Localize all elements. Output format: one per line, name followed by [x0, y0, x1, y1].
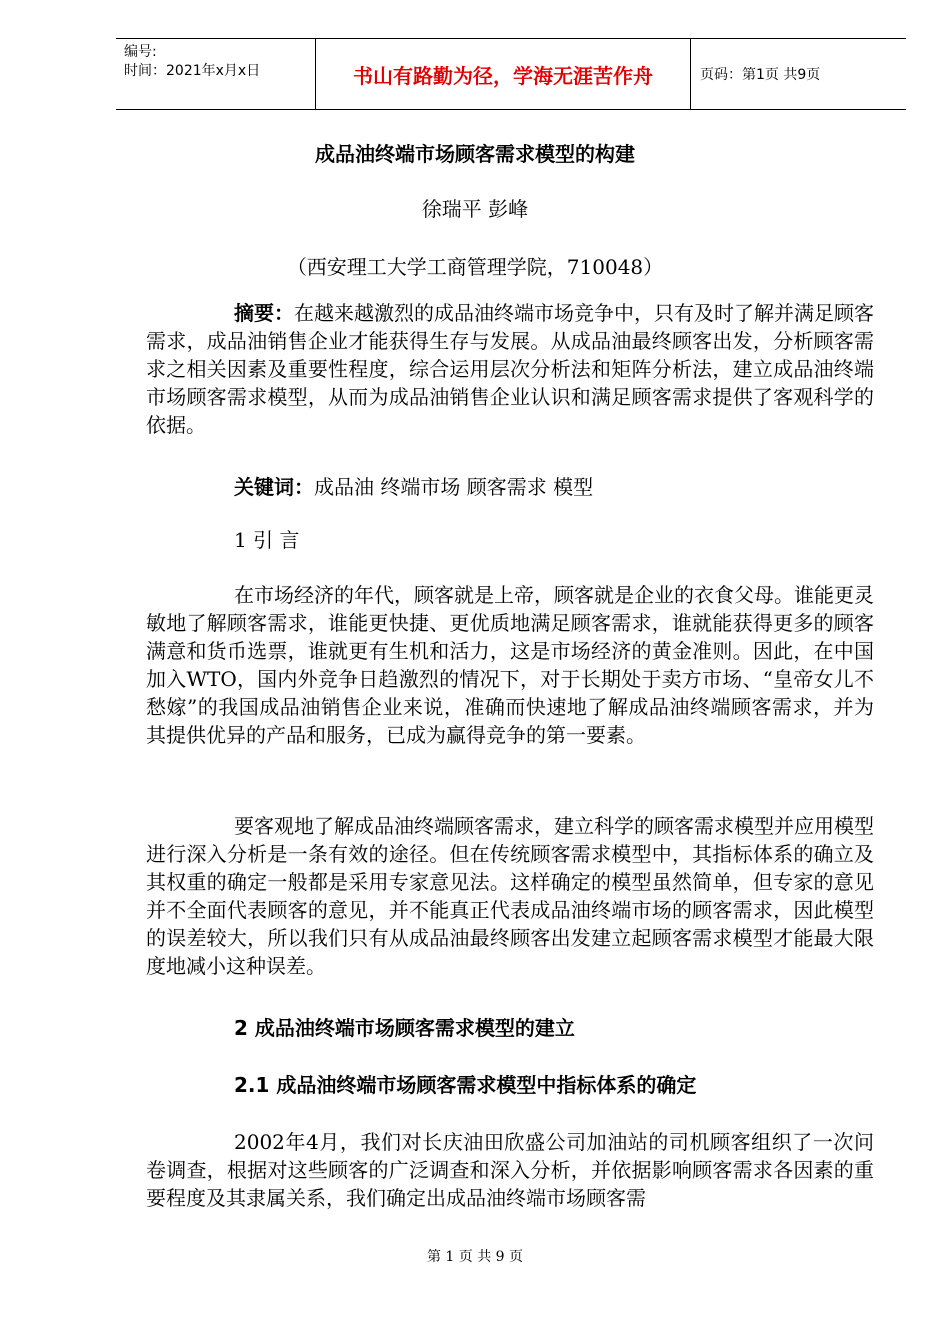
- motto-cell: [316, 39, 691, 109]
- keywords-label: 关键词：: [234, 475, 314, 499]
- page-info-text: 页码：第1页 共9页: [700, 67, 821, 83]
- section-1-heading: 1 引 言: [234, 528, 300, 552]
- keywords-paragraph: [146, 473, 874, 501]
- article-authors: 徐瑞平 彭峰: [421, 197, 529, 221]
- time-label: 时间：2021年x月x日: [124, 63, 261, 79]
- abstract-text: 在越来越激烈的成品油终端市场竞争中，只有及时了解并满足顾客需求，成品油销售企业才能获得生存与发展。从成品油最终顾客出发，分析顾客需求之相关因素及重要性程度，综合运用层次分析法和矩阵分析法，建立成品油终端市场顾客需求模型，从而为成品油销售企业认识和满足顾客需求提供了客观科学的依据。: [146, 301, 874, 437]
- article-title: 成品油终端市场顾客需求模型的构建: [315, 142, 635, 166]
- motto-text: 书山有路勤为径，学海无涯苦作舟: [353, 63, 653, 88]
- number-label: 编号:: [124, 44, 157, 60]
- section-1-paragraph-2: 要客观地了解成品油终端顾客需求，建立科学的顾客需求模型并应用模型进行深入分析是一条有效的途径。但在传统顾客需求模型中，其指标体系的确立及其权重的确定一般都是采用专家意见法。这样确定的模型虽然简单，但专家的意见并不全面代表顾客的意见，并不能真正代表成品油终端市场的顾客需求，因此模型的误差较大，所以我们只有从成品油最终顾客出发建立起顾客需求模型才能最大限度地减小这种误差。: [146, 814, 874, 978]
- section-1-paragraph-1: 在市场经济的年代，顾客就是上帝，顾客就是企业的衣食父母。谁能更灵敏地了解顾客需求，谁能更快捷、更优质地满足顾客需求，谁就能获得更多的顾客满意和货币选票，谁就更有生机和活力，这是市场经济的黄金准则。因此，在中国加入WTO，国内外竞争日趋激烈的情况下，对于长期处于卖方市场、“皇帝女儿不愁嫁”的我国成品油销售企业来说，准确而快速地了解成品油终端顾客需求，并为其提供优异的产品和服务，已成为赢得竞争的第一要素。: [146, 583, 874, 747]
- section-2-heading: 2 成品油终端市场顾客需求模型的建立: [234, 1016, 575, 1040]
- article-affiliation: （西安理工大学工商管理学院，710048）: [286, 255, 664, 279]
- section-2-1-heading: 2.1 成品油终端市场顾客需求模型中指标体系的确定: [234, 1073, 697, 1097]
- keywords-text: 成品油 终端市场 顾客需求 模型: [314, 475, 594, 499]
- abstract-label: 摘要：: [234, 301, 294, 325]
- page-info-cell: [690, 39, 906, 109]
- page-footer: 第 1 页 共 9 页: [426, 1249, 524, 1265]
- header-table: [116, 38, 906, 110]
- section-2-1-paragraph-1: 2002年4月，我们对长庆油田欣盛公司加油站的司机顾客组织了一次问卷调查，根据对这些顾客的广泛调查和深入分析，并依据影响顾客需求各因素的重要程度及其隶属关系，我们确定出成品油终端市场顾客需: [146, 1130, 874, 1210]
- abstract-paragraph: [146, 299, 874, 439]
- header-meta-cell: [116, 39, 316, 109]
